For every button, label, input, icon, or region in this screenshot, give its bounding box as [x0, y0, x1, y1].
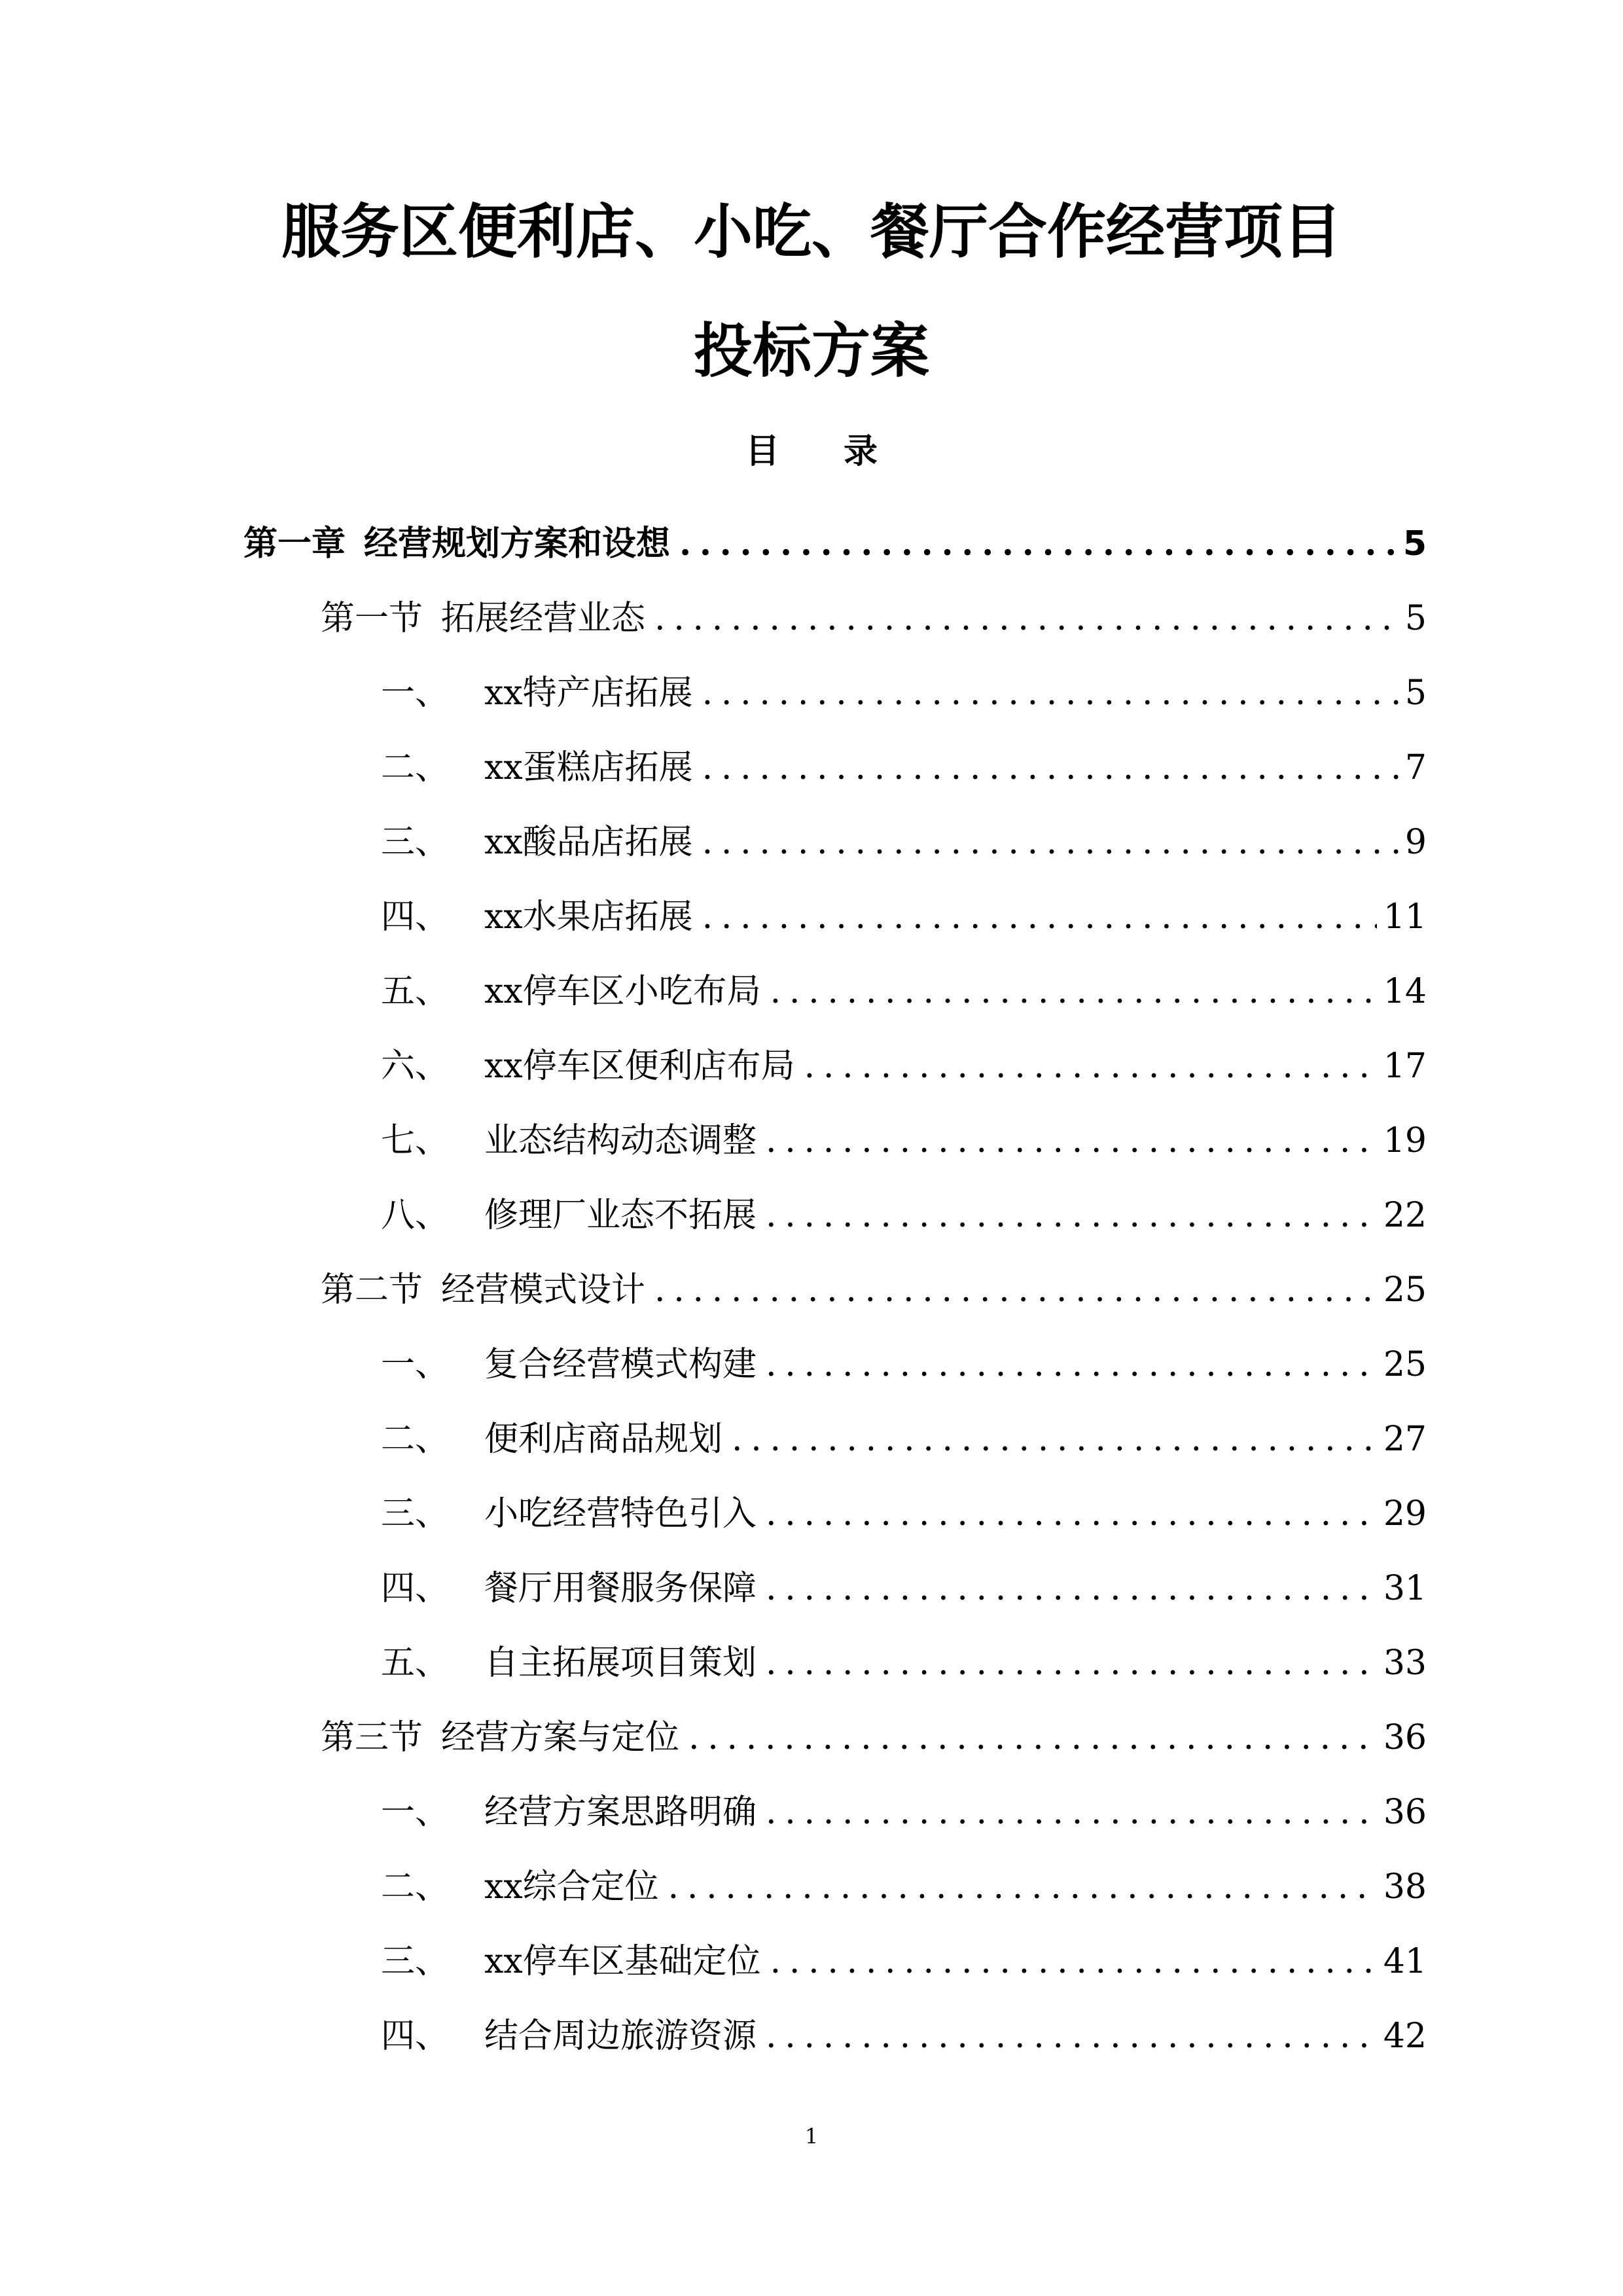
toc-dot-leader — [668, 1866, 1377, 1908]
toc-entry-title: 餐厅用餐服务保障 — [484, 1569, 757, 1608]
toc-entry-number: 第一章 — [243, 524, 346, 564]
toc-entry-number: 三、 — [381, 1942, 450, 1981]
toc-entry-page: 27 — [1383, 1420, 1427, 1459]
toc-entry-page: 41 — [1383, 1942, 1427, 1981]
toc-heading: 目 录 — [745, 432, 904, 471]
toc-entry-page: 9 — [1404, 823, 1427, 862]
toc-dot-leader — [679, 523, 1397, 565]
toc-entry-number: 二、 — [381, 748, 450, 787]
toc-entry-number: 一、 — [381, 1345, 450, 1384]
toc-entry[interactable] — [0, 1769, 1427, 1844]
table-of-contents — [0, 501, 1623, 2068]
toc-dot-leader — [766, 1791, 1377, 1833]
toc-entry[interactable] — [0, 1993, 1427, 2068]
toc-entry-page: 36 — [1383, 1718, 1427, 1757]
toc-dot-leader — [654, 598, 1399, 639]
toc-entry-title: xx综合定位 — [484, 1867, 659, 1907]
toc-entry[interactable] — [0, 1620, 1427, 1695]
toc-entry-page: 36 — [1383, 1793, 1427, 1832]
toc-entry[interactable] — [0, 948, 1427, 1023]
toc-entry-number: 六、 — [381, 1047, 450, 1086]
toc-dot-leader — [766, 2015, 1377, 2057]
toc-entry-number: 二、 — [381, 1420, 450, 1459]
toc-entry-number: 三、 — [381, 823, 450, 862]
toc-entry-number: 八、 — [381, 1196, 450, 1235]
toc-entry-title: 经营模式设计 — [441, 1270, 646, 1310]
toc-entry-title: 便利店商品规划 — [484, 1420, 723, 1459]
toc-entry[interactable] — [0, 1545, 1427, 1620]
toc-entry[interactable] — [0, 1471, 1427, 1545]
toc-entry[interactable] — [0, 1172, 1427, 1247]
toc-entry-number: 一、 — [381, 673, 450, 713]
toc-entry-title: xx蛋糕店拓展 — [484, 748, 693, 787]
page-number: 1 — [804, 2124, 819, 2149]
toc-entry-title: 经营方案思路明确 — [484, 1793, 757, 1832]
toc-entry-title: 结合周边旅游资源 — [484, 2017, 757, 2056]
toc-entry-page: 38 — [1383, 1867, 1427, 1907]
toc-dot-leader — [702, 672, 1399, 714]
toc-dot-leader — [732, 1418, 1377, 1460]
document-title-line-1: 服务区便利店、小吃、餐厅合作经营项目 — [281, 198, 1342, 266]
toc-entry[interactable] — [0, 1695, 1427, 1769]
toc-entry-page: 5 — [1402, 524, 1427, 564]
toc-dot-leader — [702, 747, 1399, 789]
toc-dot-leader — [770, 1941, 1377, 1982]
toc-dot-leader — [654, 1269, 1377, 1311]
toc-entry-title: 业态结构动态调整 — [484, 1121, 757, 1160]
toc-entry-title: 经营方案与定位 — [441, 1718, 680, 1757]
toc-entry-number: 二、 — [381, 1867, 450, 1907]
toc-entry-number: 四、 — [381, 1569, 450, 1608]
toc-entry-title: 小吃经营特色引入 — [484, 1494, 757, 1534]
toc-entry[interactable] — [0, 874, 1427, 948]
toc-entry-number: 四、 — [381, 2017, 450, 2056]
toc-entry[interactable] — [0, 650, 1427, 725]
toc-entry-number: 第一节 — [321, 599, 423, 638]
toc-entry-title: xx酸品店拓展 — [484, 823, 693, 862]
toc-entry-page: 5 — [1404, 599, 1427, 638]
toc-entry[interactable] — [0, 1396, 1427, 1471]
toc-entry-page: 25 — [1383, 1345, 1427, 1384]
toc-entry-page: 7 — [1404, 748, 1427, 787]
toc-entry[interactable] — [0, 501, 1427, 575]
toc-entry-number: 五、 — [381, 1643, 450, 1683]
document-title-line-2: 投标方案 — [694, 317, 929, 386]
toc-dot-leader — [766, 1120, 1377, 1162]
toc-entry-number: 第三节 — [321, 1718, 423, 1757]
toc-entry[interactable] — [0, 1023, 1427, 1098]
toc-entry-page: 19 — [1383, 1121, 1427, 1160]
toc-entry[interactable] — [0, 1321, 1427, 1396]
toc-dot-leader — [766, 1344, 1377, 1386]
toc-entry-title: 自主拓展项目策划 — [484, 1643, 757, 1683]
toc-entry-number: 第二节 — [321, 1270, 423, 1310]
toc-entry-page: 29 — [1383, 1494, 1427, 1534]
toc-entry-page: 31 — [1383, 1569, 1427, 1608]
toc-entry-page: 42 — [1383, 2017, 1427, 2056]
toc-entry-title: xx停车区基础定位 — [484, 1942, 761, 1981]
toc-entry-number: 五、 — [381, 972, 450, 1011]
toc-entry[interactable] — [0, 1844, 1427, 1918]
toc-dot-leader — [688, 1717, 1377, 1759]
toc-entry[interactable] — [0, 799, 1427, 874]
toc-dot-leader — [804, 1045, 1377, 1087]
toc-entry[interactable] — [0, 725, 1427, 799]
toc-entry-page: 17 — [1383, 1047, 1427, 1086]
toc-dot-leader — [766, 1642, 1377, 1684]
toc-entry-page: 33 — [1383, 1643, 1427, 1683]
toc-dot-leader — [766, 1568, 1377, 1609]
toc-entry[interactable] — [0, 575, 1427, 650]
toc-entry[interactable] — [0, 1918, 1427, 1993]
toc-entry-page: 5 — [1404, 673, 1427, 713]
toc-entry-number: 四、 — [381, 897, 450, 937]
toc-dot-leader — [702, 896, 1377, 938]
toc-entry-title: 经营规划方案和设想 — [364, 524, 671, 564]
toc-entry-page: 25 — [1383, 1270, 1427, 1310]
toc-entry[interactable] — [0, 1098, 1427, 1172]
toc-entry-title: 复合经营模式构建 — [484, 1345, 757, 1384]
toc-entry-title: xx停车区便利店布局 — [484, 1047, 795, 1086]
toc-entry-number: 三、 — [381, 1494, 450, 1534]
toc-dot-leader — [766, 1194, 1377, 1236]
toc-dot-leader — [766, 1493, 1377, 1535]
toc-dot-leader — [770, 971, 1377, 1013]
toc-entry-page: 22 — [1383, 1196, 1427, 1235]
toc-entry-title: xx特产店拓展 — [484, 673, 693, 713]
toc-entry-title: 修理厂业态不拓展 — [484, 1196, 757, 1235]
toc-entry-title: xx水果店拓展 — [484, 897, 693, 937]
toc-entry[interactable] — [0, 1247, 1427, 1321]
toc-entry-title: 拓展经营业态 — [441, 599, 646, 638]
toc-entry-title: xx停车区小吃布局 — [484, 972, 761, 1011]
toc-entry-number: 七、 — [381, 1121, 450, 1160]
toc-entry-page: 14 — [1383, 972, 1427, 1011]
toc-dot-leader — [702, 821, 1399, 863]
toc-entry-number: 一、 — [381, 1793, 450, 1832]
toc-entry-page: 11 — [1383, 897, 1427, 937]
